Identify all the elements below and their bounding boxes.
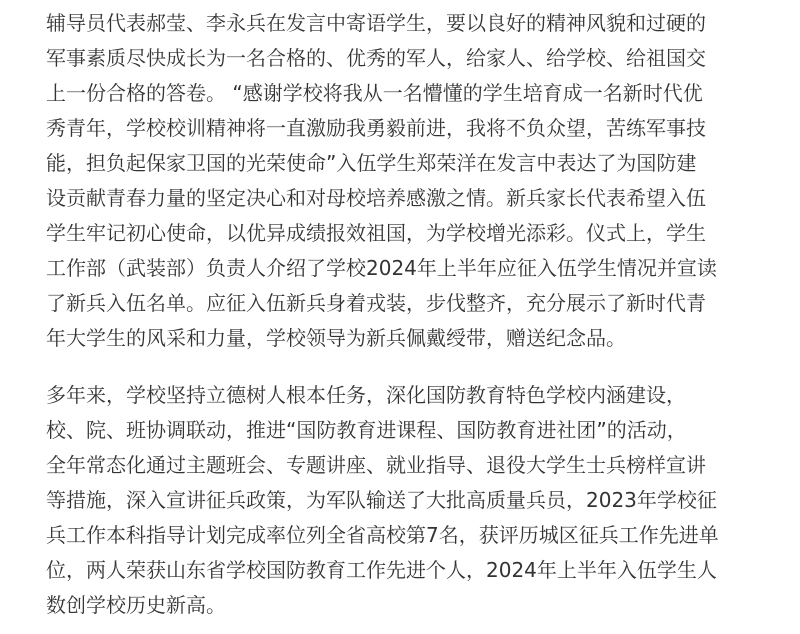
text-line: 校、院、班协调联动，推进“国防教育进课程、国防教育进社团”的活动， <box>46 418 687 442</box>
text-line: 位，两人荣获山东省学校国防教育工作先进个人，2024年上半年入伍学生人 <box>46 558 717 582</box>
paragraph-ceremony <box>46 6 798 356</box>
text-line: 工作部（武装部）负责人介绍了学校2024年上半年应征入伍学生情况并宣读 <box>46 256 717 280</box>
text-line: 上一份合格的答卷。 “感谢学校将我从一名懵懂的学生培育成一名新时代优 <box>46 81 703 105</box>
text-line: 年大学生的风采和力量，学校领导为新兵佩戴绶带，赠送纪念品。 <box>46 326 626 350</box>
text-line: 辅导员代表郝莹、李永兵在发言中寄语学生，要以良好的精神风貌和过硬的 <box>46 11 706 35</box>
text-line: 了新兵入伍名单。应征入伍新兵身着戎装，步伐整齐，充分展示了新时代青 <box>46 291 706 315</box>
text-line: 设贡献青春力量的坚定决心和对母校培养感激之情。新兵家长代表希望入伍 <box>46 186 706 210</box>
text-line: 数创学校历史新高。 <box>46 593 226 617</box>
text-line: 军事素质尽快成长为一名合格的、优秀的军人，给家人、给学校、给祖国交 <box>46 46 706 70</box>
text-line: 学生牢记初心使命，以优异成绩报效祖国，为学校增光添彩。仪式上，学生 <box>46 221 706 245</box>
text-line: 全年常态化通过主题班会、专题讲座、就业指导、退役大学生士兵榜样宣讲 <box>46 453 706 477</box>
paragraph-achievements <box>46 378 798 623</box>
text-line: 秀青年，学校校训精神将一直激励我勇毅前进，我将不负众望，苦练军事技 <box>46 116 706 140</box>
text-line: 能，担负起保家卫国的光荣使命”入伍学生郑荣洋在发言中表达了为国防建 <box>46 151 697 175</box>
article-body <box>46 0 798 623</box>
text-line: 多年来，学校坚持立德树人根本任务，深化国防教育特色学校内涵建设， <box>46 383 686 407</box>
text-line: 兵工作本科指导计划完成率位列全省高校第7名，获评历城区征兵工作先进单 <box>46 523 719 547</box>
text-line: 等措施，深入宣讲征兵政策，为军队输送了大批高质量兵员，2023年学校征 <box>46 488 717 512</box>
